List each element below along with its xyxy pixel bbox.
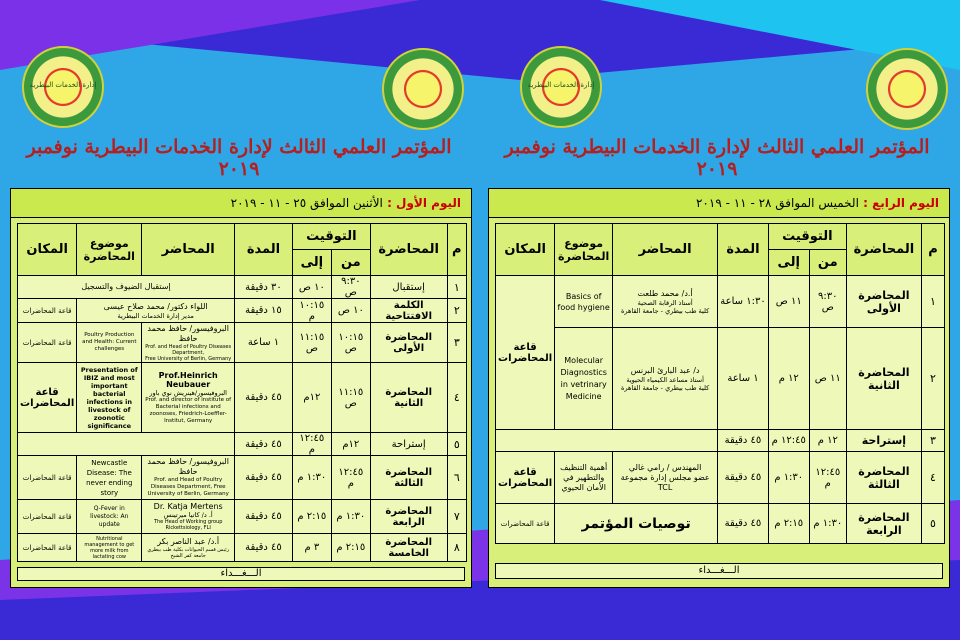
table-row bbox=[18, 323, 467, 363]
schedule-table bbox=[17, 223, 467, 562]
row-duration: ١:٣٠ ساعة bbox=[718, 276, 769, 328]
row-to: ١٢:٤٥ م bbox=[768, 430, 809, 452]
row-duration: ٤٥ دقيقة bbox=[235, 363, 293, 433]
row-from: ١٢:٤٥ م bbox=[809, 452, 846, 504]
row-from: ١٠:١٥ ص bbox=[331, 323, 370, 363]
row-from: ١١ ص bbox=[809, 328, 846, 430]
row-from: ١:٣٠ م bbox=[331, 500, 370, 534]
header-topic: موضوع المحاضرة bbox=[77, 224, 142, 276]
day-date: الخميس الموافق ٢٨ - ١١ - ٢٠١٩ bbox=[695, 196, 859, 210]
table-row bbox=[18, 534, 467, 562]
lecturer-title: أستاذ مساعد الكيمياء الحيوية bbox=[626, 375, 704, 384]
row-place: قاعة المحاضرات bbox=[18, 299, 77, 323]
lecturer-title: Prof. and Head of Poultry Diseases Department, bbox=[145, 343, 232, 356]
row-lecture: المحاضرة الثالثة bbox=[370, 456, 447, 500]
row-num: ٢ bbox=[447, 299, 466, 323]
row-num: ٣ bbox=[447, 323, 466, 363]
logo-left-outer bbox=[22, 46, 104, 128]
row-place: قاعة المحاضرات bbox=[18, 323, 77, 363]
row-topic: أهمية التنظيف والتطهير في الأمان الحيوي bbox=[555, 452, 613, 504]
row-to: ٢:١٥ م bbox=[768, 504, 809, 544]
header-from: من bbox=[331, 250, 370, 276]
logo-right-outer bbox=[520, 46, 602, 128]
schedule-panel-day4 bbox=[488, 188, 950, 588]
lunch-row: الـــغـــداء bbox=[17, 567, 465, 581]
row-lecture: المحاضرة الرابعة bbox=[846, 504, 921, 544]
row-from: ١٢ م bbox=[809, 430, 846, 452]
lecturer-affiliation: Prof. and Head of Poultry Diseases Department, Free University of Berlin, Germany bbox=[147, 477, 229, 497]
conference-title-right: المؤتمر العلمي الثالث لإدارة الخدمات البيطرية نوفمبر ٢٠١٩ bbox=[504, 136, 930, 180]
row-from: ١٢:٤٥ م bbox=[331, 456, 370, 500]
lunch-row: الـــغـــداء bbox=[495, 563, 943, 579]
day-date: الأثنين الموافق ٢٥ - ١١ - ٢٠١٩ bbox=[230, 196, 383, 210]
row-topic: Presentation of IBIZ and most important bacterial infections in livestock of zoonotic significance bbox=[77, 363, 142, 433]
row-num: ٤ bbox=[447, 363, 466, 433]
header-from: من bbox=[809, 250, 846, 276]
row-to: ١:٣٠ م bbox=[292, 456, 331, 500]
lecturer-name-ar: البروفيسور/هينريش نوي باور bbox=[149, 388, 227, 397]
row-num: ١ bbox=[447, 276, 466, 299]
row-lecture: المحاضرة الخامسة bbox=[370, 534, 447, 562]
header-place: المكان bbox=[496, 224, 555, 276]
lecturer-name: اللواء دكتور/ محمد صلاح عيسى bbox=[103, 301, 208, 311]
table-row bbox=[496, 504, 945, 544]
lecturer-name: Prof.Heinrich Neubauer bbox=[158, 370, 218, 389]
header-num: م bbox=[921, 224, 944, 276]
table-row bbox=[496, 452, 945, 504]
header-lecture: المحاضرة bbox=[370, 224, 447, 276]
row-place: قاعة المحاضرات bbox=[496, 452, 555, 504]
row-duration: ١ ساعة bbox=[718, 328, 769, 430]
row-duration: ١ ساعة bbox=[235, 323, 293, 363]
row-to: ١:٣٠ م bbox=[768, 452, 809, 504]
row-duration: ٤٥ دقيقة bbox=[235, 534, 293, 562]
lecturer-affiliation: رئيس قسم الحيوانات بكلية طب بيطري جامعة كفر الشيخ bbox=[147, 546, 229, 559]
table-row bbox=[18, 500, 467, 534]
row-topic: Basics of food hygiene bbox=[555, 276, 613, 328]
lecturer-affiliation: Free University of Berlin, Germany bbox=[145, 355, 232, 362]
row-duration: ٤٥ دقيقة bbox=[718, 430, 769, 452]
row-lecture: المحاضرة الثالثة bbox=[846, 452, 921, 504]
logo-caption: إدارة الخدمات البيطرية bbox=[29, 81, 97, 89]
row-topic: Q-Fever in livestock: An update bbox=[77, 500, 142, 534]
row-lecture: المحاضرة الثانية bbox=[846, 328, 921, 430]
row-to: ١٢:٤٥ م bbox=[292, 433, 331, 456]
row-lecture: إستقبال bbox=[370, 276, 447, 299]
row-lecture: المحاضرة الرابعة bbox=[370, 500, 447, 534]
row-from: ١١:١٥ ص bbox=[331, 363, 370, 433]
row-duration: ١٥ دقيقة bbox=[235, 299, 293, 323]
row-num: ٢ bbox=[921, 328, 944, 430]
schedule-panel-day1 bbox=[10, 188, 472, 588]
day-header bbox=[11, 189, 471, 218]
row-place: قاعة المحاضرات bbox=[496, 276, 555, 430]
row-topic: Nutritional management to get more milk from lactating cow bbox=[77, 534, 142, 562]
row-num: ٥ bbox=[921, 504, 944, 544]
row-lecture: المحاضرة الأولى bbox=[846, 276, 921, 328]
row-topic: Poultry Production and Health: Current challenges bbox=[77, 323, 142, 363]
row-lecture: الكلمة الافتتاحية bbox=[370, 299, 447, 323]
row-to: ٣ م bbox=[292, 534, 331, 562]
row-blank bbox=[18, 433, 235, 456]
row-topic: توصيات المؤتمر bbox=[555, 504, 718, 544]
row-place: قاعة المحاضرات bbox=[18, 456, 77, 500]
day-label: اليوم الرابع : bbox=[863, 196, 939, 210]
row-blank bbox=[496, 430, 718, 452]
row-lecturer bbox=[142, 323, 235, 363]
day-label: اليوم الأول : bbox=[387, 196, 461, 210]
schedule-table bbox=[495, 223, 945, 544]
row-to: ١٢ م bbox=[768, 328, 809, 430]
logo-left-inner bbox=[382, 48, 464, 130]
row-to: ١١ ص bbox=[768, 276, 809, 328]
lecturer-affiliation: The Head of Working group Rickettsiology, FLI bbox=[153, 519, 223, 531]
header-to: إلى bbox=[292, 250, 331, 276]
row-lecturer bbox=[77, 299, 235, 323]
header-timing: التوقيت bbox=[768, 224, 846, 250]
table-row bbox=[18, 433, 467, 456]
table-row bbox=[496, 276, 945, 328]
row-lecturer bbox=[142, 500, 235, 534]
lecturer-name: المهندس / رامي غالي bbox=[628, 462, 702, 472]
header-lecturer: المحاضر bbox=[142, 224, 235, 276]
logo-caption: إدارة الخدمات البيطرية bbox=[527, 81, 595, 89]
row-topic: Newcastle Disease: The never ending story bbox=[77, 456, 142, 500]
row-place: قاعة المحاضرات bbox=[18, 363, 77, 433]
row-lecturer bbox=[613, 276, 718, 328]
lecturer-name: أ.د/ عبد الناصر بكر bbox=[157, 536, 220, 546]
header-duration: المدة bbox=[718, 224, 769, 276]
lecturer-name: البروفيسور/ حافظ محمد حافظ bbox=[147, 323, 229, 343]
row-duration: ٤٥ دقيقة bbox=[235, 500, 293, 534]
header-lecturer: المحاضر bbox=[613, 224, 718, 276]
row-num: ٨ bbox=[447, 534, 466, 562]
row-num: ٧ bbox=[447, 500, 466, 534]
row-lecturer bbox=[142, 456, 235, 500]
row-to: ١٢م bbox=[292, 363, 331, 433]
row-num: ٥ bbox=[447, 433, 466, 456]
lecturer-title: عضو مجلس إدارة مجموعة TCL bbox=[620, 472, 710, 492]
lecturer-name: Dr. Katja Mertens bbox=[153, 502, 223, 511]
row-duration: ٤٥ دقيقة bbox=[235, 433, 293, 456]
lecturer-name: د/ عبد البارئ البرنس bbox=[630, 365, 700, 375]
row-from: ٩:٣٠ ص bbox=[809, 276, 846, 328]
row-to: ١١:١٥ ص bbox=[292, 323, 331, 363]
row-lecture: المحاضرة الأولى bbox=[370, 323, 447, 363]
logo-right-inner bbox=[866, 48, 948, 130]
row-topic: Molecular Diagnostics in vetrinary Medicine bbox=[555, 328, 613, 430]
lecturer-name-ar: أ. د/ كاتيا ميرتينس bbox=[163, 511, 213, 519]
lecturer-name: أ.د/ محمد طلعت bbox=[637, 288, 693, 298]
row-lecture: المحاضرة الثانية bbox=[370, 363, 447, 433]
header-duration: المدة bbox=[235, 224, 293, 276]
row-lecturer bbox=[142, 534, 235, 562]
lecturer-title: أستاذ الرقابة الصحية bbox=[637, 298, 693, 307]
table-row bbox=[18, 456, 467, 500]
table-row bbox=[18, 299, 467, 323]
row-duration: ٣٠ دقيقة bbox=[235, 276, 293, 299]
row-lecture: إستراحة bbox=[370, 433, 447, 456]
table-row bbox=[18, 276, 467, 299]
row-lecturer bbox=[613, 328, 718, 430]
row-num: ١ bbox=[921, 276, 944, 328]
row-place: قاعة المحاضرات bbox=[496, 504, 555, 544]
table-row bbox=[496, 430, 945, 452]
conference-title-left: المؤتمر العلمي الثالث لإدارة الخدمات البيطرية نوفمبر ٢٠١٩ bbox=[26, 136, 452, 180]
row-num: ٦ bbox=[447, 456, 466, 500]
row-to: ٢:١٥ م bbox=[292, 500, 331, 534]
row-from: ٩:٣٠ ص bbox=[331, 276, 370, 299]
row-duration: ٤٥ دقيقة bbox=[235, 456, 293, 500]
header-topic: موضوع المحاضرة bbox=[555, 224, 613, 276]
row-from: ١٠ ص bbox=[331, 299, 370, 323]
row-from: ٢:١٥ م bbox=[331, 534, 370, 562]
header-num: م bbox=[447, 224, 466, 276]
row-to: ١٠:١٥ م bbox=[292, 299, 331, 323]
row-from: ١:٣٠ م bbox=[809, 504, 846, 544]
row-lecturer bbox=[613, 452, 718, 504]
row-lecturer: إستقبال الضيوف والتسجيل bbox=[18, 276, 235, 299]
row-place: قاعة المحاضرات bbox=[18, 500, 77, 534]
lecturer-name: البروفيسور/ حافظ محمد حافظ bbox=[147, 457, 229, 476]
lecturer-affiliation: Prof. and director of institute of Bacterial infections and zoonoses, Friedrich-Loeffler-Institut, Germany bbox=[145, 396, 232, 424]
row-num: ٤ bbox=[921, 452, 944, 504]
row-duration: ٤٥ دقيقة bbox=[718, 504, 769, 544]
header-to: إلى bbox=[768, 250, 809, 276]
row-place: قاعة المحاضرات bbox=[18, 534, 77, 562]
header-timing: التوقيت bbox=[292, 224, 370, 250]
table-row bbox=[496, 328, 945, 430]
day-header bbox=[489, 189, 949, 218]
header-place: المكان bbox=[18, 224, 77, 276]
lecturer-affiliation: كلية طب بيطري - جامعة القاهرة bbox=[620, 306, 710, 315]
header-lecture: المحاضرة bbox=[846, 224, 921, 276]
row-duration: ٤٥ دقيقة bbox=[718, 452, 769, 504]
row-to: ١٠ ص bbox=[292, 276, 331, 299]
table-row bbox=[18, 363, 467, 433]
row-from: ١٢م bbox=[331, 433, 370, 456]
row-lecture: إستراحة bbox=[846, 430, 921, 452]
row-lecturer bbox=[142, 363, 235, 433]
lecturer-affiliation: كلية طب بيطري - جامعة القاهرة bbox=[620, 383, 710, 392]
row-num: ٣ bbox=[921, 430, 944, 452]
lecturer-title: مدير إدارة الخدمات البيطرية bbox=[117, 311, 194, 320]
